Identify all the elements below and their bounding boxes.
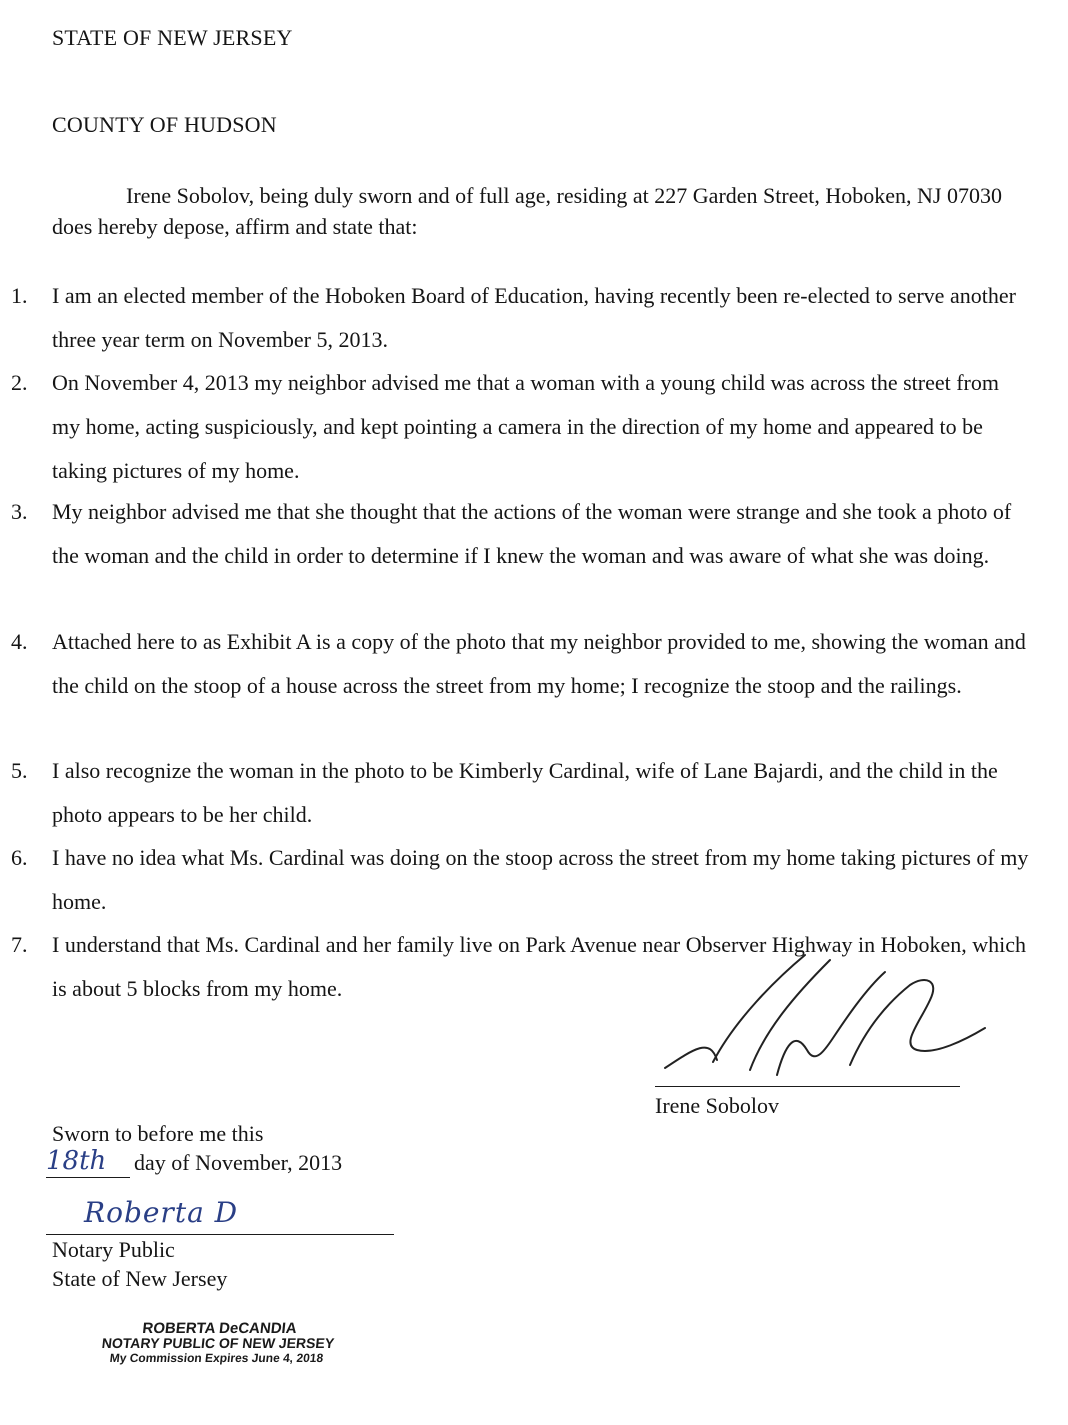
item-text: Attached here to as Exhibit A is a copy of the photo that my neighbor provided to me, showing the woman and the child on the stoop of a house across the street from my home; I recognize the stoop and the railings.: [52, 629, 1026, 698]
item-number: 1.: [11, 283, 28, 308]
list-item: [0, 749, 1040, 837]
notary-title: Notary Public: [52, 1237, 175, 1262]
item-text: I understand that Ms. Cardinal and her family live on Park Avenue near Observer Highway in Hoboken, which is about 5 blocks from my home.: [52, 932, 1027, 1001]
stamp-name: ROBERTA DeCANDIA: [141, 1320, 298, 1337]
item-text: I am an elected member of the Hoboken Board of Education, having recently been re-elected to serve another three year term on November 5, 2013.: [52, 283, 1016, 352]
item-text: I also recognize the woman in the photo to be Kimberly Cardinal, wife of Lane Bajardi, and the child in the photo appears to be her child.: [52, 758, 998, 827]
item-number: 2.: [11, 370, 28, 395]
day-blank-line: [46, 1177, 130, 1178]
list-item: [0, 490, 1040, 578]
county-heading: COUNTY OF HUDSON: [52, 112, 277, 137]
item-number: 3.: [11, 499, 28, 524]
item-number: 4.: [11, 629, 28, 654]
item-text: On November 4, 2013 my neighbor advised me that a woman with a young child was across the street from my home, acting suspiciously, and kept pointing a camera in the direction of my home and appeared to be taking pictures of my home.: [52, 370, 999, 483]
item-number: 6.: [11, 845, 28, 870]
sworn-statement-line2: day of November, 2013: [134, 1150, 343, 1175]
stamp-commission: My Commission Expires June 4, 2018: [109, 1351, 324, 1365]
intro-text: Irene Sobolov, being duly sworn and of full age, residing at 227 Garden Street, Hoboken, NJ 07030 does hereby depose, affirm and state that:: [52, 183, 1002, 239]
affiant-signature-line: [655, 1086, 960, 1087]
item-number: 7.: [11, 932, 28, 957]
notary-signature-line: [46, 1234, 394, 1235]
state-heading: STATE OF NEW JERSEY: [52, 25, 293, 50]
list-item: [0, 274, 1040, 362]
list-item: [0, 361, 1040, 493]
notary-state: State of New Jersey: [52, 1266, 228, 1291]
item-text: My neighbor advised me that she thought that the actions of the woman were strange and she took a photo of the woman and the child in order to determine if I knew the woman and was aware of what she was doing.: [52, 499, 1012, 568]
notary-stamp: [86, 1321, 351, 1366]
intro-paragraph: [52, 180, 1032, 242]
item-text: I have no idea what Ms. Cardinal was doing on the stoop across the street from my home taking pictures of my home.: [52, 845, 1029, 914]
affiant-signature: [655, 950, 995, 1080]
handwritten-day: 18th: [46, 1146, 107, 1176]
affiant-name: Irene Sobolov: [655, 1093, 780, 1118]
stamp-title: NOTARY PUBLIC OF NEW JERSEY: [101, 1335, 336, 1351]
sworn-statement-line1: Sworn to before me this: [52, 1121, 264, 1146]
notary-signature: Roberta D: [84, 1196, 239, 1229]
list-item: [0, 620, 1040, 708]
list-item: [0, 836, 1040, 924]
item-number: 5.: [11, 758, 28, 783]
